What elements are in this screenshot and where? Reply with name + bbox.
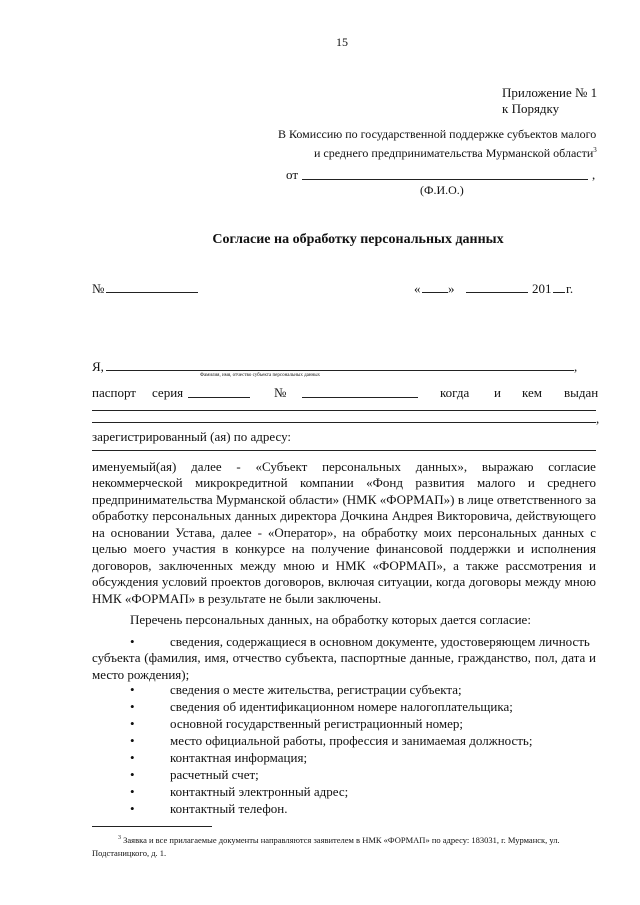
date-close-quote: » (448, 281, 455, 296)
bullet-icon: • (130, 750, 135, 765)
consent-word: выражаю (481, 459, 534, 474)
document-title: Согласие на обработку персональных данных (212, 232, 504, 247)
appendix-order: к Порядку (502, 101, 560, 116)
date-month-field[interactable] (466, 292, 528, 293)
consent-paragraph: некоммерческой микрокредитной компании «Фонд развития малого и среднего предпринимательства Мурманской области» (НМК «ФОРМАП») в лице ответственного за обработку персональных данных директора Дочкина Андрея Викторовича, действующего на основании Устава, далее - «Оператор», на обработку моих персональных данных с целью моего участия в конкурсе на получение финансовой поддержки и исполнения договоров, заключенных между мною и НМК «ФОРМАП», а также рассмотрения и обсуждения условий проектов договоров, включая ситуации, когда договоры между мною НМК «ФОРМАП» в результате не были заключены. (92, 475, 596, 606)
list-item: контактный электронный адрес; (170, 784, 349, 799)
recipient-line2 (314, 142, 597, 161)
recipient-line2-text: и среднего предпринимательства Мурманской области (314, 146, 594, 160)
footnote-text: Заявка и все прилагаемые документы направляются заявителем в НМК «ФОРМАП» по адресу: 183031, г. Мурманск, ул. Подстаницкого, д. 1. (92, 834, 560, 858)
from-caption: (Ф.И.О.) (420, 183, 464, 197)
consent-word: «Субъект (255, 459, 308, 474)
list-intro: Перечень персональных данных, на обработку которых дается согласие: (130, 612, 531, 627)
registered-address-label: зарегистрированный (ая) по адресу: (92, 429, 292, 444)
page-number: 15 (336, 35, 348, 49)
consent-word: данных», (415, 459, 468, 474)
issued-when-label: когда (440, 385, 470, 400)
passport-issuer-field-1[interactable] (92, 410, 596, 411)
issued-label: выдан (564, 385, 599, 400)
bullet-icon: • (130, 784, 135, 799)
full-name-caption: Фамилия, имя, отчество субъекта персональных данных (200, 373, 321, 378)
ya-comma: , (574, 359, 578, 374)
footnote-mark: 3 (118, 835, 121, 841)
passport-number-field[interactable] (302, 397, 418, 398)
passport-number-label: № (274, 385, 287, 400)
full-name-field[interactable] (106, 370, 574, 371)
registered-address-field[interactable] (92, 450, 596, 451)
from-name-field[interactable] (302, 179, 588, 180)
from-label: от (286, 167, 299, 182)
list-item: контактный телефон. (170, 801, 288, 816)
list-item: основной государственный регистрационный номер; (170, 716, 464, 731)
footnote (92, 832, 596, 860)
date-year: 201 (532, 281, 552, 296)
recipient-footnote-mark: 3 (593, 146, 597, 154)
consent-word: далее (191, 459, 222, 474)
appendix-number: Приложение № 1 (502, 85, 598, 100)
bullet-icon: • (130, 699, 135, 714)
passport-row (92, 384, 599, 400)
date-open-quote: « (414, 281, 421, 296)
list-item: сведения, содержащиеся в основном документе, удостоверяющем личность (170, 634, 590, 649)
date-day-field[interactable] (422, 292, 448, 293)
date-year-field[interactable] (553, 292, 565, 293)
bullet-icon: • (130, 801, 135, 816)
document-number-field[interactable] (106, 292, 198, 293)
passport-comma: , (596, 411, 600, 426)
from-comma: , (592, 167, 596, 182)
consent-word: согласие (548, 459, 596, 474)
bullet-icon: • (130, 767, 135, 782)
list-item: контактная информация; (170, 750, 308, 765)
bullet-icon: • (130, 682, 135, 697)
issued-by-label: кем (522, 385, 542, 400)
number-label: № (92, 281, 105, 296)
passport-issuer-field-2[interactable] (92, 422, 596, 423)
list-item: место официальной работы, профессия и занимаемая должность; (170, 733, 533, 748)
bullet-icon: • (130, 634, 135, 649)
footnote-divider (92, 826, 212, 827)
bullet-icon: • (130, 716, 135, 731)
date-year-suffix: г. (566, 281, 574, 296)
consent-word: персональных (322, 459, 402, 474)
passport-series-field[interactable] (188, 397, 250, 398)
list-item: расчетный счет; (170, 767, 259, 782)
list-item-continuation: субъекта (фамилия, имя, отчество субъекта, паспортные данные, гражданство, пол, дата и место рождения); (92, 650, 596, 682)
ya-label: Я, (92, 359, 104, 374)
series-label: серия (152, 385, 184, 400)
consent-word: - (236, 459, 241, 474)
bullet-icon: • (130, 733, 135, 748)
passport-label: паспорт (92, 385, 136, 400)
list-item: сведения о месте жительства, регистрации субъекта; (170, 682, 462, 697)
issued-and-label: и (494, 385, 501, 400)
consent-word: именуемый(ая) (92, 459, 177, 474)
recipient-line1: В Комиссию по государственной поддержке субъектов малого (278, 127, 597, 141)
consent-first-line (92, 459, 596, 475)
list-item: сведения об идентификационном номере налогоплательщика; (170, 699, 513, 714)
